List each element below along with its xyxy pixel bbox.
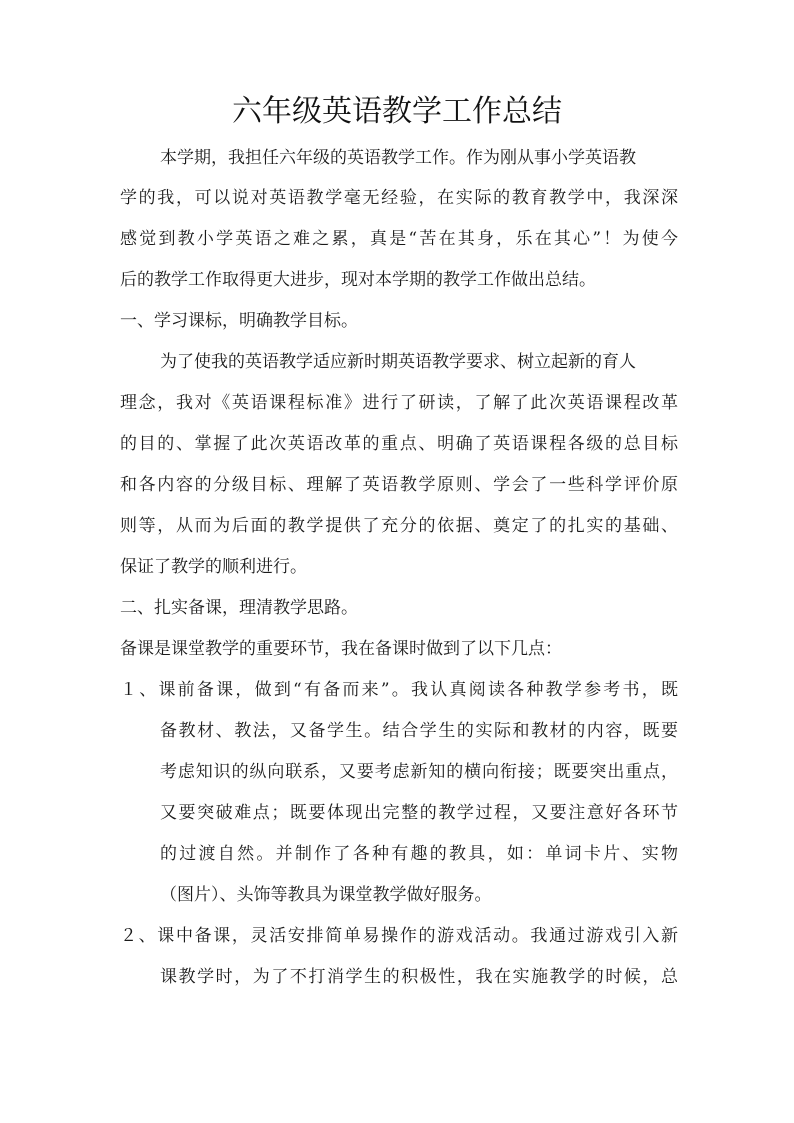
document-title: 六年级英语教学工作总结 (232, 94, 562, 129)
paragraph-line: 和各内容的分级目标、理解了英语教学原则、学会了一些科学评价原 (120, 475, 678, 495)
list-item-line: １、课前备课，做到“有备而来”。我认真阅读各种教学参考书，既 (120, 680, 678, 700)
list-item-line: （图片）、头饰等教具为课堂教学做好服务。 (160, 885, 492, 905)
paragraph-line: 本学期，我担任六年级的英语教学工作。作为刚从事小学英语教 (160, 148, 636, 168)
list-item-line: 备教材、教法，又备学生。结合学生的实际和教材的内容，既要 (160, 721, 678, 741)
paragraph-line: 感觉到教小学英语之难之累，真是“苦在其身，乐在其心”！为使今 (120, 229, 678, 249)
list-item-line: 又要突破难点；既要体现出完整的教学过程，又要注意好各环节 (160, 803, 678, 823)
section-heading: 一、学习课标，明确教学目标。 (120, 311, 358, 331)
list-item-line: 课教学时，为了不打消学生的积极性，我在实施教学的时候，总 (160, 967, 678, 987)
paragraph-line: 为了使我的英语教学适应新时期英语教学要求、树立起新的育人 (160, 352, 636, 372)
paragraph-line: 保证了教学的顺利进行。 (120, 557, 307, 577)
list-item-line: 的过渡自然。并制作了各种有趣的教具，如：单词卡片、实物 (160, 844, 678, 864)
paragraph-line: 理念，我对《英语课程标准》进行了研读，了解了此次英语课程改革 (120, 393, 678, 413)
paragraph-line: 学的我，可以说对英语教学毫无经验，在实际的教育教学中，我深深 (120, 188, 678, 208)
list-item-line: 考虑知识的纵向联系，又要考虑新知的横向衔接；既要突出重点， (160, 762, 678, 782)
paragraph-line: 备课是课堂教学的重要环节，我在备课时做到了以下几点： (120, 639, 562, 659)
paragraph-line: 的目的、掌握了此次英语改革的重点、明确了英语课程各级的总目标 (120, 434, 678, 454)
paragraph-line: 则等，从而为后面的教学提供了充分的依据、奠定了的扎实的基础、 (120, 516, 678, 536)
paragraph-line: 后的教学工作取得更大进步，现对本学期的教学工作做出总结。 (120, 270, 596, 290)
list-item-line: ２、课中备课，灵活安排简单易操作的游戏活动。我通过游戏引入新 (120, 926, 678, 946)
section-heading: 二、扎实备课，理清教学思路。 (120, 598, 358, 618)
